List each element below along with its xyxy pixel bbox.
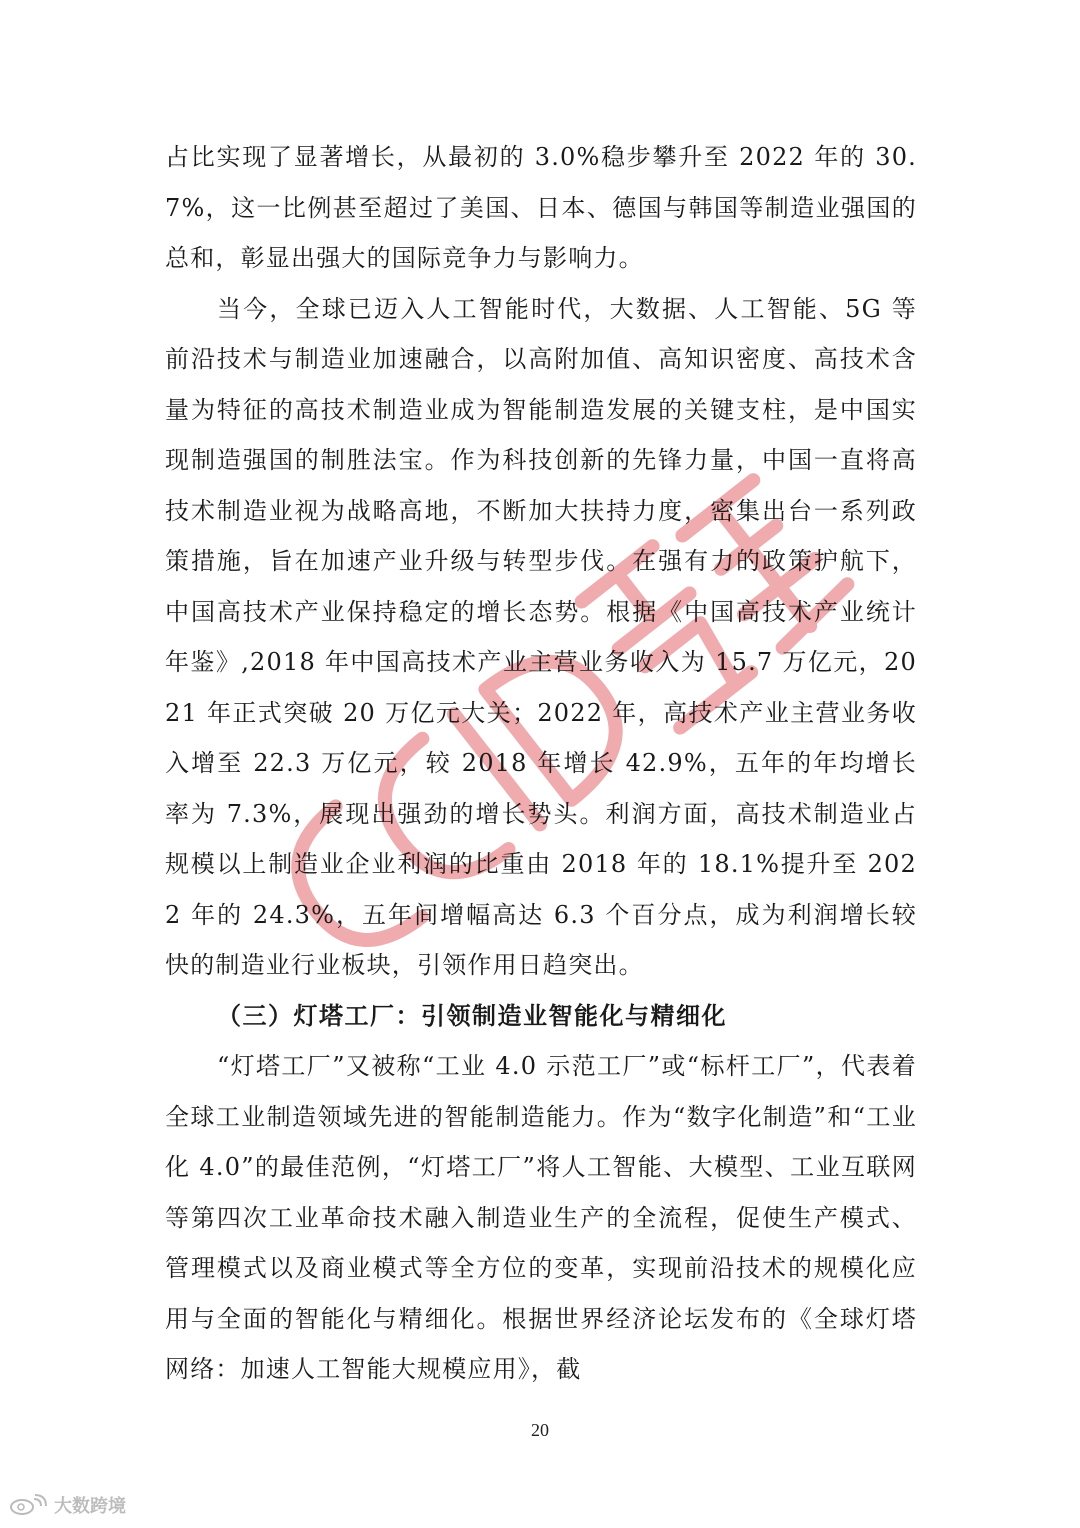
- page-content: [165, 132, 917, 1395]
- paragraph-1: 占比实现了显著增长，从最初的 3.0%稳步攀升至 2022 年的 30.7%，这一比例甚至超过了美国、日本、德国与韩国等制造业强国的总和，彰显出强大的国际竞争力与影响力。: [165, 143, 917, 272]
- paragraph-2: 当今，全球已迈入人工智能时代，大数据、人工智能、5G 等前沿技术与制造业加速融合，以高附加值、高知识密度、高技术含量为特征的高技术制造业成为智能制造发展的关键支柱，是中国实现制造强国的制胜法宝。作为科技创新的先锋力量，中国一直将高技术制造业视为战略高地，不断加大扶持力度，密集出台一系列政策措施，旨在加速产业升级与转型步伐。在强有力的政策护航下，中国高技术产业保持稳定的增长态势。根据《中国高技术产业统计年鉴》,2018 年中国高技术产业主营业务收入为 15.7 万亿元，2021 年正式突破 20 万亿元大关；2022 年，高技术产业主营业务收入增至 22.3 万亿元，较 2018 年增长 42.9%，五年的年均增长率为 7.3%，展现出强劲的增长势头。利润方面，高技术制造业占规模以上制造业企业利润的比重由 2018 年的 18.1%提升至 2022 年的 24.3%，五年间增幅高达 6.3 个百分点，成为利润增长较快的制造业行业板块，引领作用日趋突出。: [165, 294, 917, 979]
- weibo-logo-icon: [8, 1494, 48, 1516]
- section-heading: （三）灯塔工厂：引领制造业智能化与精细化: [217, 1001, 727, 1030]
- paragraph-3: “灯塔工厂”又被称“工业 4.0 示范工厂”或“标杆工厂”，代表着全球工业制造领域先进的智能制造能力。作为“数字化制造”和“工业化 4.0”的最佳范例，“灯塔工厂”将人工智能、大模型、工业互联网等第四次工业革命技术融入制造业生产的全流程，促使生产模式、管理模式以及商业模式等全方位的变革，实现前沿技术的规模化应用与全面的智能化与精细化。根据世界经济论坛发布的《全球灯塔网络：加速人工智能大规模应用》，截: [165, 1052, 917, 1383]
- footer-watermark: [8, 1492, 126, 1518]
- page-number: 20: [531, 1420, 549, 1440]
- watermark-text: 大数跨境: [54, 1496, 126, 1517]
